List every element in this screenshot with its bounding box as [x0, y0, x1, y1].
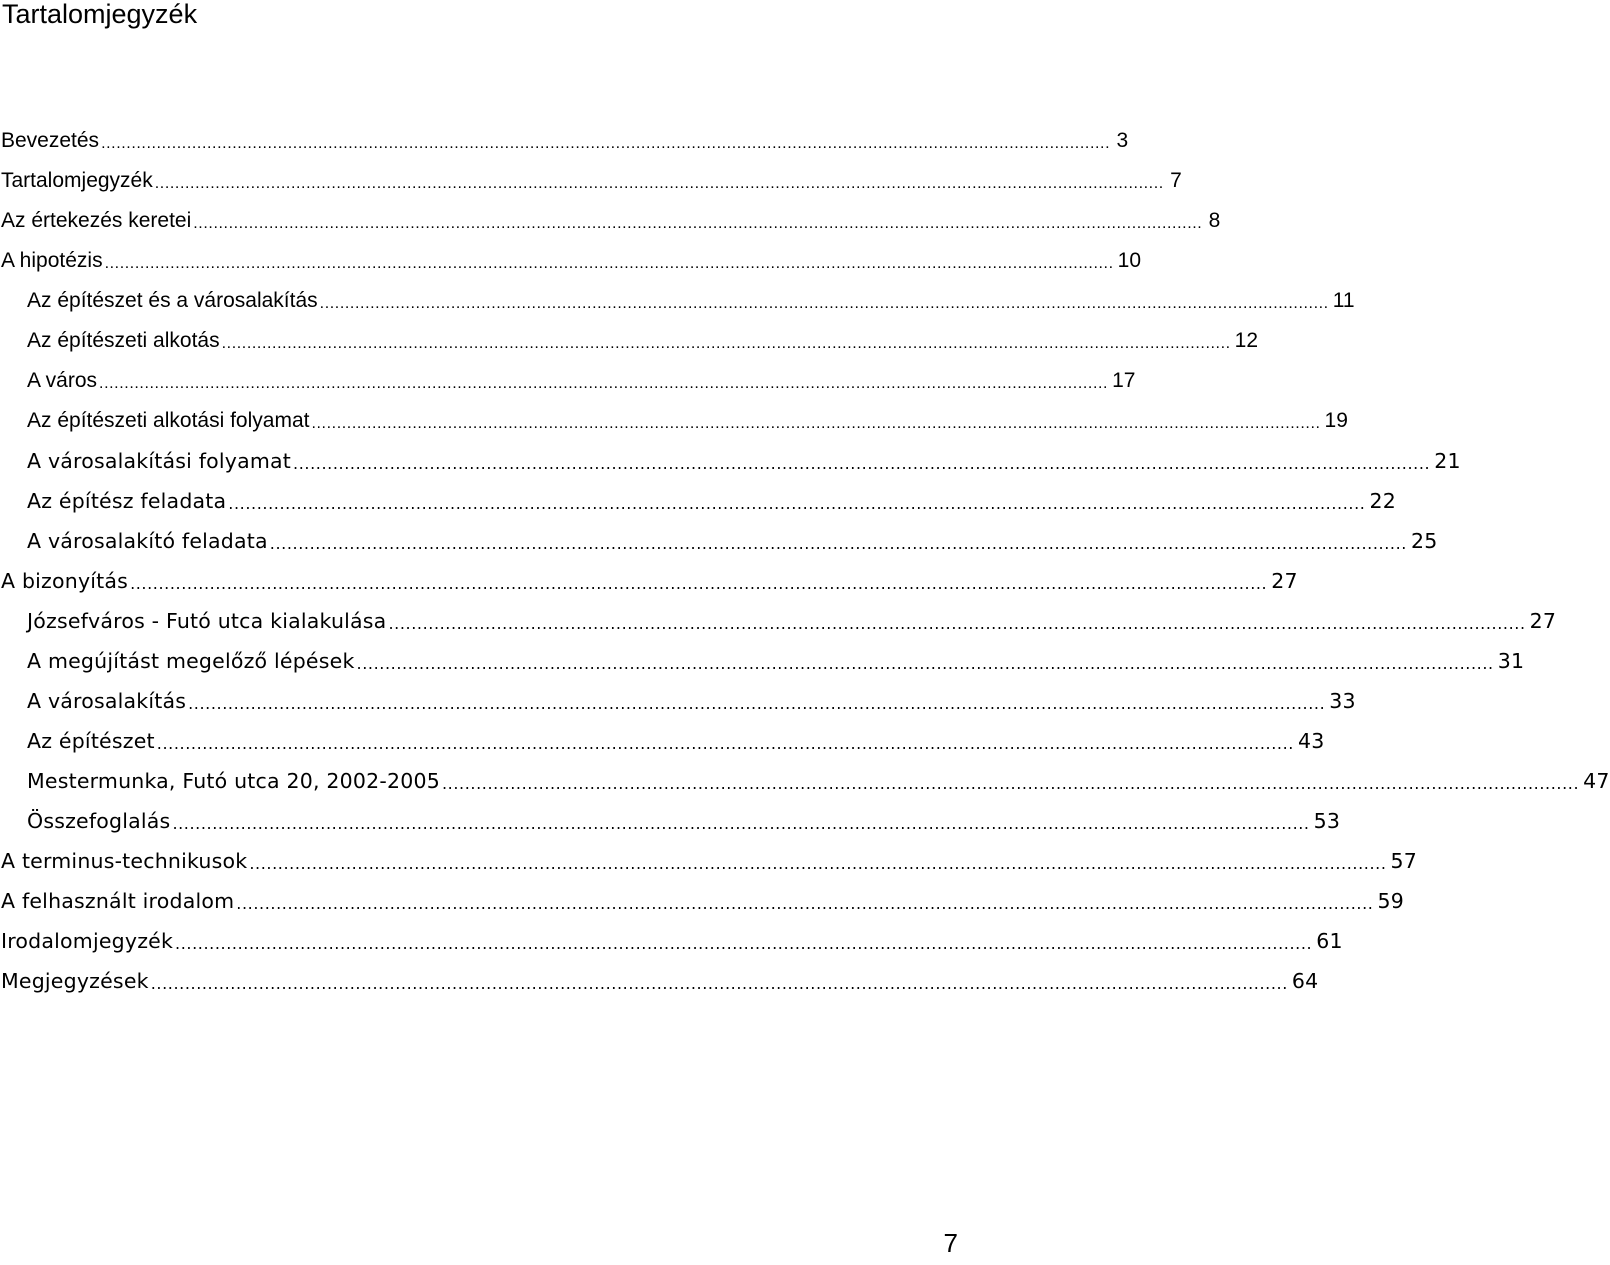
toc-entry[interactable]	[0, 435, 1461, 475]
toc-dot-leader: ........................................................................................................................................................................................................	[388, 614, 1526, 633]
toc-entry-label: A városalakító feladata	[27, 529, 268, 553]
toc-entry-page: 11	[1333, 287, 1355, 315]
toc-dot-leader: ........................................................................................................................................................................................................	[175, 934, 1313, 953]
toc-entry-label: Az értekezés keretei	[1, 207, 191, 235]
toc-entry[interactable]	[0, 155, 1182, 195]
toc-entry-page: 3	[1114, 127, 1128, 155]
toc-entry-page: 19	[1325, 407, 1348, 435]
toc-dot-leader: ........................................................................................................................................................................................................	[441, 774, 1580, 793]
toc-entry-label: Az építészeti alkotási folyamat	[27, 407, 309, 435]
toc-entry[interactable]	[0, 635, 1525, 675]
toc-entry-label: Az építészet és a városalakítás	[27, 287, 318, 315]
table-of-contents	[0, 115, 1610, 995]
toc-entry-page: 57	[1390, 849, 1418, 873]
toc-dot-leader: ........................................................................................................................................................................................................	[156, 734, 1294, 753]
toc-dot-leader: ........................................................................................................................................................................................................	[319, 295, 1329, 312]
toc-dot-leader: ........................................................................................................................................................................................................	[236, 894, 1374, 913]
toc-entry-page: 21	[1434, 449, 1461, 473]
toc-entry[interactable]	[0, 315, 1259, 355]
toc-entry[interactable]	[0, 515, 1438, 555]
toc-dot-leader: ........................................................................................................................................................................................................	[228, 494, 1366, 513]
toc-entry[interactable]	[0, 755, 1610, 795]
toc-entry-page: 12	[1235, 327, 1258, 355]
toc-entry-label: Tartalomjegyzék	[1, 167, 153, 195]
toc-dot-leader: ........................................................................................................................................................................................................	[99, 375, 1109, 392]
toc-entry[interactable]	[0, 555, 1298, 595]
toc-entry-label: A városalakítás	[27, 689, 187, 713]
toc-entry[interactable]	[0, 915, 1343, 955]
toc-dot-leader: ........................................................................................................................................................................................................	[249, 854, 1387, 873]
toc-entry-page: 7	[1168, 167, 1182, 195]
toc-entry[interactable]	[0, 715, 1325, 755]
toc-dot-leader: ........................................................................................................................................................................................................	[154, 175, 1164, 192]
toc-entry-label: Bevezetés	[1, 127, 99, 155]
toc-dot-leader: ........................................................................................................................................................................................................	[269, 534, 1407, 553]
toc-dot-leader: ........................................................................................................................................................................................................	[356, 654, 1494, 673]
toc-entry-label: A felhasznált irodalom	[1, 889, 235, 913]
toc-entry[interactable]	[0, 595, 1557, 635]
toc-entry[interactable]	[0, 355, 1136, 395]
toc-entry-label: Az építészeti alkotás	[27, 327, 220, 355]
toc-dot-leader: ........................................................................................................................................................................................................	[104, 255, 1114, 272]
toc-entry-label: Az építész feladata	[27, 489, 227, 513]
toc-entry-page: 64	[1291, 969, 1319, 993]
toc-entry-page: 25	[1410, 529, 1438, 553]
toc-entry-label: A városalakítási folyamat	[27, 449, 292, 473]
toc-dot-leader: ........................................................................................................................................................................................................	[188, 694, 1326, 713]
toc-entry[interactable]	[0, 475, 1396, 515]
page-number: 7	[943, 1228, 958, 1258]
toc-entry-page: 27	[1271, 569, 1298, 593]
toc-entry-label: Összefoglalás	[27, 809, 171, 833]
toc-entry-page: 31	[1497, 649, 1525, 673]
toc-entry-page: 22	[1369, 489, 1396, 513]
toc-entry-page: 17	[1112, 367, 1135, 395]
toc-entry-label: A bizonyítás	[1, 569, 129, 593]
toc-entry-label: Mestermunka, Futó utca 20, 2002-2005	[27, 769, 440, 793]
toc-dot-leader: ........................................................................................................................................................................................................	[193, 215, 1203, 232]
toc-entry-label: A város	[27, 367, 97, 395]
toc-entry-label: Az építészet	[27, 729, 155, 753]
toc-dot-leader: ........................................................................................................................................................................................................	[172, 814, 1310, 833]
toc-entry[interactable]	[0, 115, 1129, 155]
toc-dot-leader: ........................................................................................................................................................................................................	[150, 974, 1288, 993]
page-title: Tartalomjegyzék	[2, 0, 198, 29]
toc-entry-page: 47	[1583, 769, 1610, 793]
toc-entry[interactable]	[0, 795, 1341, 835]
toc-entry[interactable]	[0, 675, 1356, 715]
toc-entry-label: A megújítást megelőző lépések	[27, 649, 355, 673]
toc-entry[interactable]	[0, 955, 1319, 995]
toc-entry-page: 27	[1529, 609, 1557, 633]
toc-dot-leader: ........................................................................................................................................................................................................	[130, 574, 1268, 593]
toc-entry-label: Irodalomjegyzék	[1, 929, 174, 953]
toc-entry-page: 61	[1316, 929, 1343, 953]
toc-entry-page: 33	[1329, 689, 1356, 713]
toc-entry-page: 59	[1377, 889, 1404, 913]
toc-dot-leader: ........................................................................................................................................................................................................	[101, 135, 1111, 152]
toc-entry[interactable]	[0, 875, 1404, 915]
toc-entry-page: 10	[1118, 247, 1141, 275]
toc-entry-page: 8	[1206, 207, 1220, 235]
toc-entry-page: 43	[1297, 729, 1325, 753]
toc-dot-leader: ........................................................................................................................................................................................................	[293, 454, 1431, 473]
toc-entry[interactable]	[0, 835, 1418, 875]
toc-entry-page: 53	[1313, 809, 1341, 833]
toc-entry-label: Józsefváros - Futó utca kialakulása	[27, 609, 387, 633]
toc-entry[interactable]	[0, 275, 1355, 315]
toc-entry[interactable]	[0, 195, 1221, 235]
toc-entry-label: Megjegyzések	[1, 969, 149, 993]
toc-entry[interactable]	[0, 235, 1141, 275]
toc-dot-leader: ........................................................................................................................................................................................................	[311, 415, 1321, 432]
toc-entry-label: A terminus-technikusok	[1, 849, 248, 873]
toc-entry-label: A hipotézis	[1, 247, 103, 275]
toc-entry[interactable]	[0, 395, 1348, 435]
toc-dot-leader: ........................................................................................................................................................................................................	[221, 335, 1231, 352]
